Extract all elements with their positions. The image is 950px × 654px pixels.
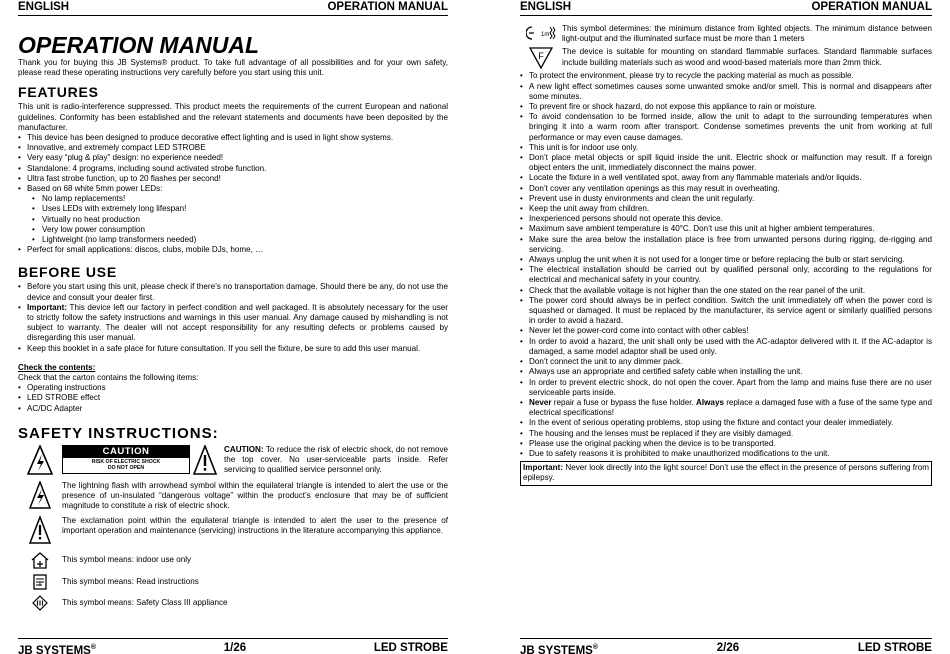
list-item: • Don’t cover any ventilation openings as this may result in overheating.	[520, 184, 932, 194]
list-item: • The electrical installation should be carried out by qualified personal only, according to the regulations for electrical and mechanical safety in your country.	[520, 265, 932, 285]
footer-brand	[18, 641, 96, 654]
list-item: • Keep this booklet in a safe place for future consultation. If you sell the fixture, be sure to add this user manual.	[18, 344, 448, 354]
list-item: • Innovative, and extremely compact LED STROBE	[18, 143, 448, 153]
flammable-label: F	[538, 51, 544, 62]
important-box	[520, 461, 932, 485]
footer-brand	[520, 641, 598, 654]
list-item: • A new light effect sometimes causes some unwanted smoke and/or smell. This is normal and disappears after some minutes.	[520, 82, 932, 102]
list-item: • Always use an appropriate and certified safety cable when installing the unit.	[520, 367, 932, 377]
list-item: • Very easy “plug & play” design: no experience needed!	[18, 153, 448, 163]
list-item: • Please use the original packing when the device is to be transported.	[520, 439, 932, 449]
page-footer	[18, 638, 448, 654]
caution-bold: CAUTION:	[224, 444, 264, 454]
lightning-text: The lightning flash with arrowhead symbol within the equilateral triangle is intended to alert the use or the presence of un-insulated “dangerous voltage” within the product’s enclosure that may be of sufficient magnitude to constitute a risk of electric shock.	[62, 480, 448, 510]
page-header	[520, 0, 932, 16]
header-title: OPERATION MANUAL	[327, 1, 448, 13]
features-list-end	[18, 245, 448, 255]
features-list	[18, 133, 448, 194]
page-right	[520, 0, 932, 654]
list-item: • Make sure the area below the installation place is free from unwanted persons during rigging, de-rigging and servicing.	[520, 235, 932, 255]
caution-label-line2: DO NOT OPEN	[107, 465, 145, 472]
page-number: 2/26	[716, 642, 740, 654]
footer-product: LED STROBE	[373, 642, 448, 654]
list-item: • In order to avoid a hazard, the unit shall only be used with the AC-adaptor delivered with it. If the AC-adaptor is damaged, a same model adaptor shall be used only.	[520, 337, 932, 357]
header-language: ENGLISH	[18, 1, 70, 13]
caution-body: To reduce the risk of electric shock, do not remove the top cover. No user-serviceable parts inside. Refer servicing to qualified service personnel only.	[224, 444, 448, 475]
page-number: 1/26	[223, 642, 247, 654]
check-contents-heading: Check the contents:	[18, 362, 96, 372]
caution-label-line1: RISK OF ELECTRIC SHOCK	[91, 458, 161, 465]
list-item: • To avoid condensation to be formed inside, allow the unit to adapt to the surrounding temperatures when bringing it into a warm room after transport. Condense sometimes prevents the unit from working at full performance or may even cause damages.	[520, 112, 932, 143]
header-language: ENGLISH	[520, 1, 572, 13]
important-label: Important:	[523, 463, 564, 473]
caution-label-title: CAUTION	[63, 446, 189, 458]
flammable-row	[520, 47, 932, 69]
class-three-icon	[32, 595, 48, 611]
list-item: • AC/DC Adapter	[18, 404, 448, 414]
main-title: OPERATION MANUAL	[18, 32, 260, 58]
footer-brand-text: JB SYSTEMS	[520, 644, 593, 654]
list-item: • The power cord should always be in perfect condition. Switch the unit immediately off when the power cord is squashed or damaged. It must be replaced by the manufacturer, its service agent or similarly qualified persons in order to avoid a hazard.	[520, 296, 932, 327]
class3-row	[18, 595, 448, 611]
never-bold: Never	[529, 397, 552, 407]
lightning-row	[18, 481, 448, 512]
list-item: • Based on 68 white 5mm power LEDs:	[18, 184, 448, 194]
important-text: This device left our factory in perfect condition and well packaged. It is absolutely necessary for the user to strictly follow the safety instructions and warnings in this user manual. Any damage caused by mishandling is not subject to warranty. The dealer will not accept responsibility for any resulting defects or problems caused by disregarding this user manual.	[27, 302, 448, 343]
check-contents-list	[18, 383, 448, 414]
list-item: • Lightweight (no lamp transformers needed)	[32, 235, 448, 245]
list-item: • Locate the fixture in a well ventilated spot, away from any flammable materials and/or liquids.	[520, 173, 932, 183]
list-item: • Prevent use in dusty environments and clean the unit regularly.	[520, 194, 932, 204]
list-item: • This unit is for indoor use only.	[520, 143, 932, 153]
list-item: • To prevent fire or shock hazard, do not expose this appliance to rain or moisture.	[520, 102, 932, 112]
features-intro: This unit is radio-interference suppressed. This product meets the requirements of the current European and national guidelines. Conformity has been established and the relevant statements and documents have been deposited by the manufacturer.	[18, 102, 448, 132]
minimum-distance-icon	[526, 24, 556, 42]
list-item: • No lamp replacements!	[32, 194, 448, 204]
list-item: • Don’t place metal objects or spill liquid inside the unit. Electric shock or malfunction may result. If a foreign object enters the unit, immediately disconnect the mains power.	[520, 153, 932, 173]
footer-brand-mark: ®	[90, 644, 97, 651]
list-item: • To protect the environment, please try to recycle the packing material as much as possible.	[520, 71, 932, 81]
exclamation-warning-icon	[193, 445, 217, 475]
list-item: • Inexperienced persons should not operate this device.	[520, 214, 932, 224]
important-label: Important:	[27, 302, 68, 312]
list-item: • Due to safety reasons it is prohibited to make unauthorized modifications to the unit.	[520, 449, 932, 459]
list-item: • Very low power consumption	[32, 225, 448, 235]
led-sublist	[32, 194, 448, 245]
exclamation-text: The exclamation point within the equilateral triangle is intended to alert the user to the presence of important operation and maintenance (servicing) instructions in the literature accompanying this appliance.	[62, 516, 448, 536]
never-text: repair a fuse or bypass the fuse holder.	[551, 397, 697, 407]
house-icon	[31, 552, 49, 569]
distance-label: 1m	[541, 32, 550, 38]
page-footer	[520, 638, 932, 654]
footer-brand-mark: ®	[592, 644, 599, 651]
list-item: • Perfect for small applications: discos, clubs, mobile DJs, home, …	[18, 245, 448, 255]
svg-text:i: i	[39, 582, 41, 589]
page-left	[18, 0, 448, 654]
features-heading: FEATURES	[18, 84, 99, 101]
header-title: OPERATION MANUAL	[811, 1, 932, 13]
lightning-triangle-icon	[29, 481, 51, 509]
list-item: • LED STROBE effect	[18, 393, 448, 403]
caution-label	[62, 445, 190, 474]
important-text: Never look directly into the light source! Don’t use the effect in the presence of persons suffering from epilepsy.	[523, 463, 929, 483]
list-item: • In the event of serious operating problems, stop using the fixture and contact your dealer immediately.	[520, 418, 932, 428]
always-bold: Always	[696, 397, 724, 407]
before-use-list	[18, 282, 448, 353]
lightning-warning-icon	[27, 445, 53, 475]
list-item: • Standalone: 4 programs, including sound activated strobe function.	[18, 164, 448, 174]
list-item: • The housing and the lenses must be replaced if they are visibly damaged.	[520, 429, 932, 439]
list-item: • Ultra fast strobe function, up to 20 flashes per second!	[18, 174, 448, 184]
exclamation-triangle-icon	[29, 516, 51, 544]
list-item	[18, 303, 448, 344]
list-item: • Don’t connect the unit to any dimmer pack.	[520, 357, 932, 367]
list-item: • Always unplug the unit when it is not used for a longer time or before replacing the bulb or start servicing.	[520, 255, 932, 265]
list-item: • Before you start using this unit, please check if there’s no transportation damage. Should there be any, do not use the device and consult your dealer first.	[18, 282, 448, 302]
distance-row	[520, 24, 932, 44]
page-header	[18, 0, 448, 16]
exclamation-row	[18, 516, 448, 544]
before-use-heading: BEFORE USE	[18, 264, 118, 281]
flammable-surface-icon	[529, 47, 553, 69]
always-text: replace a damaged fuse with a fuse of the same type and electrical specifications!	[529, 397, 932, 418]
list-item: • Check that the available voltage is not higher than the one stated on the rear panel of the unit.	[520, 286, 932, 296]
check-contents-intro: Check that the carton contains the following items:	[18, 373, 199, 383]
list-item: • Maximum save ambient temperature is 40°C. Don’t use this unit at higher ambient temperatures.	[520, 224, 932, 234]
flammable-text: The device is suitable for mounting on standard flammable surfaces. Standard flammable surfaces include building materials such as wood and wood-based materials more than 2mm thick.	[562, 47, 932, 67]
footer-brand-text: JB SYSTEMS	[18, 644, 91, 654]
list-item: • Uses LEDs with extremely long lifespan!	[32, 204, 448, 214]
caution-row	[18, 445, 448, 476]
read-text: This symbol means: Read instructions	[62, 577, 199, 587]
list-item	[520, 398, 932, 418]
list-item: • This device has been designed to produce decorative effect lighting and is used in light show systems.	[18, 133, 448, 143]
read-row	[18, 574, 448, 590]
intro-text: Thank you for buying this JB Systems® product. To take full advantage of all possibilities and for your own safety, please read these operating instructions very carefully before you start using this unit.	[18, 58, 448, 78]
book-icon	[32, 574, 48, 590]
class3-text: This symbol means: Safety Class III appliance	[62, 598, 228, 608]
indoor-text: This symbol means: indoor use only	[62, 555, 192, 565]
list-item: • Keep the unit away from children.	[520, 204, 932, 214]
footer-product: LED STROBE	[857, 642, 932, 654]
list-item: • Virtually no heat production	[32, 215, 448, 225]
caution-text	[220, 445, 448, 476]
list-item: • In order to prevent electric shock, do not open the cover. Apart from the lamp and mains fuse there are no user serviceable parts inside.	[520, 378, 932, 398]
safety-list	[520, 71, 932, 459]
distance-text: This symbol determines: the minimum distance from lighted objects. The minimum distance between light-output and the illuminated surface must be more than 1 meters	[562, 24, 932, 44]
safety-heading: SAFETY INSTRUCTIONS:	[18, 424, 219, 442]
indoor-row	[18, 552, 448, 569]
list-item: • Never let the power-cord come into contact with other cables!	[520, 326, 932, 336]
list-item: • Operating instructions	[18, 383, 448, 393]
